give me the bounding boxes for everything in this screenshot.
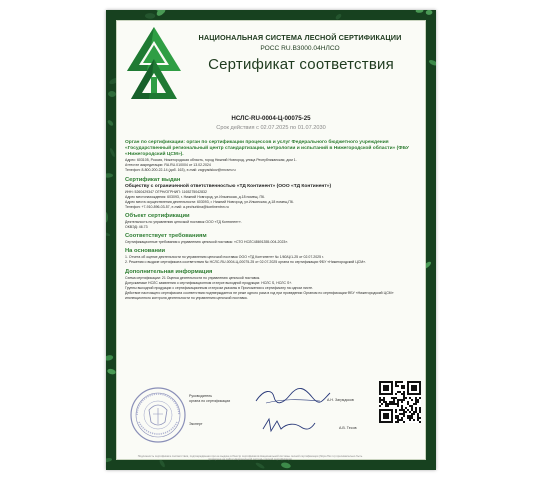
expert-signature-icon — [257, 415, 317, 435]
cert-body-section — [125, 140, 417, 158]
page-title: Сертификат соответствия — [208, 56, 394, 73]
leaf-shape — [107, 368, 117, 375]
leaf-shape — [109, 147, 116, 157]
expert-name: А.В. Тесов — [339, 426, 357, 430]
leaf-shape — [106, 212, 108, 222]
leaf-shape — [428, 59, 436, 67]
leaf-shape — [106, 231, 111, 236]
requirements-section-title: Соответствует требованиям — [125, 233, 207, 240]
certificate-number: НСЛС-RU-0004-Ц-00075-25 — [231, 115, 311, 122]
leaf-shape — [106, 354, 114, 361]
cert-body-address: Адрес: 603105, Россия, Нижегородская область, город Нижний Новгород, улица Республиканская, дом 1. — [125, 158, 297, 163]
leaf-shape — [106, 457, 112, 462]
issued-address-legal: Адрес местонахождения: 603093, г. Нижний Новгород, ул.Ильинская, д.18 помещ. П6. — [125, 194, 265, 199]
leaf-shape — [145, 13, 155, 19]
cert-body-contacts: Телефон: 8-800-200-22-14 (доб. 163), e-mail: zagryadskov@nncsm.ru — [125, 168, 236, 173]
validity-period: Срок действия с 02.07.2025 по 01.07.2030 — [216, 125, 326, 131]
leaf-shape — [155, 10, 167, 17]
cert-body-accreditation: Аттестат аккредитации: RA.RU.010004 от 13.02.2024 — [125, 163, 211, 168]
certificate-sheet — [106, 10, 436, 470]
basis-section-title: На основании — [125, 248, 166, 255]
expert-role: Эксперт — [189, 422, 203, 426]
basis-item-1: 1. Отчета об оценке деятельности по управлению цепочкой поставок ООО «ТД Континент» № 1/60/Ц/1-25 от 02.07.2025 г. — [125, 255, 324, 260]
cert-body-label: Орган по сертификации: — [125, 140, 186, 145]
leaf-shape — [106, 173, 113, 178]
object-section-title: Объект сертификации — [125, 213, 190, 220]
tree-triangle-logo-icon — [125, 25, 183, 107]
additional-item-1: Схема сертификации: 21 Оценка деятельности по управлению цепочкой поставок. — [125, 275, 261, 280]
system-name: НАЦИОНАЛЬНАЯ СИСТЕМА ЛЕСНОЙ СЕРТИФИКАЦИИ — [198, 33, 402, 42]
additional-item-4: Действие настоящего сертификата соответствия подтверждается не реже одного раза в год при проведении Органом по сертификации ФБУ «Нижегородский ЦСМ» инспекционного контроля деятельности по управлению цепочкой поставок. — [125, 290, 394, 300]
leaf-shape — [281, 462, 292, 469]
additional-section-title: Дополнительная информация — [125, 268, 213, 275]
leaf-shape — [107, 119, 115, 127]
object-text: Деятельность по управлению цепочкой поставок ООО «ТД Континент». — [125, 220, 242, 225]
object-code: ОКВЭД: 46.73 — [125, 225, 148, 230]
authenticity-disclaimer: Подлинность сертификата соответствия, подтверждённая при ее выдаче в Реестр сертификатов Национальной системы лесной сертификации (https://fsc.ru) пресимательно быть проверена на сайте Национальной системы лесной сертификации — [137, 455, 363, 462]
qr-code-icon — [379, 381, 421, 423]
leaf-shape — [416, 10, 424, 13]
leaf-shape — [255, 462, 265, 470]
issued-to-name: Обществу с ограниченной ответственностью «ТД Континент» (ООО «ТД Континент») — [125, 183, 332, 189]
certificate-body — [125, 140, 417, 301]
leaf-shape — [108, 91, 116, 98]
issued-ids: ИНН: 5260429347 ОГРН/ОГРНИП: 1165275042832 — [125, 189, 207, 194]
additional-item-3: Группы выходной продукции с сертификационным статусом указаны в Приложении к сертификату на одном листе. — [125, 285, 314, 290]
issued-section-title: Сертификат выдан — [125, 176, 181, 183]
leaf-shape — [426, 10, 433, 15]
round-seal-stamp-icon — [129, 386, 187, 444]
head-name: А.Н. Загрядсков — [327, 398, 354, 402]
basis-item-2: 2. Решения о выдаче сертификата соответствия № НСЛС-RU-0004-Ц-00075-25 от 02.07.2025 органа по сертификации ФБУ «Нижегородский ЦСМ». — [125, 260, 367, 265]
head-signature-icon — [252, 385, 332, 407]
issued-contacts: Телефон: +7-910-896-03-57, e-mail: a.pechurkina@kontinentnn.ru — [125, 204, 229, 209]
certificate-paper — [116, 20, 426, 460]
head-role: Руководитель органа по сертификации — [189, 394, 231, 403]
additional-item-2: Допускаемые НСЛС заявления о сертификационном статусе выходной продукции: НСЛС S, НСЛС S+. — [125, 280, 293, 285]
issued-address-activity: Адрес места осуществления деятельности: 603093, г. Нижний Новгород, ул.Ильинская, д.18 помещ.П6. — [125, 199, 294, 204]
signature-footer — [117, 377, 425, 461]
registration-number: РОСС RU.В3000.04НЛСО — [260, 45, 340, 52]
cert-body-name: орган по сертификации процессов и услуг Федерального бюджетного учреждения «Государственный региональный центр стандартизации, метрологии и испытаний в Нижегородской области» (ФБУ «Нижегородский ЦСМ»). — [125, 140, 409, 158]
requirements-text: Сертификационные требования к управлению цепочкой поставок: «СТО НСЛС48691355-004-2023». — [125, 240, 289, 245]
